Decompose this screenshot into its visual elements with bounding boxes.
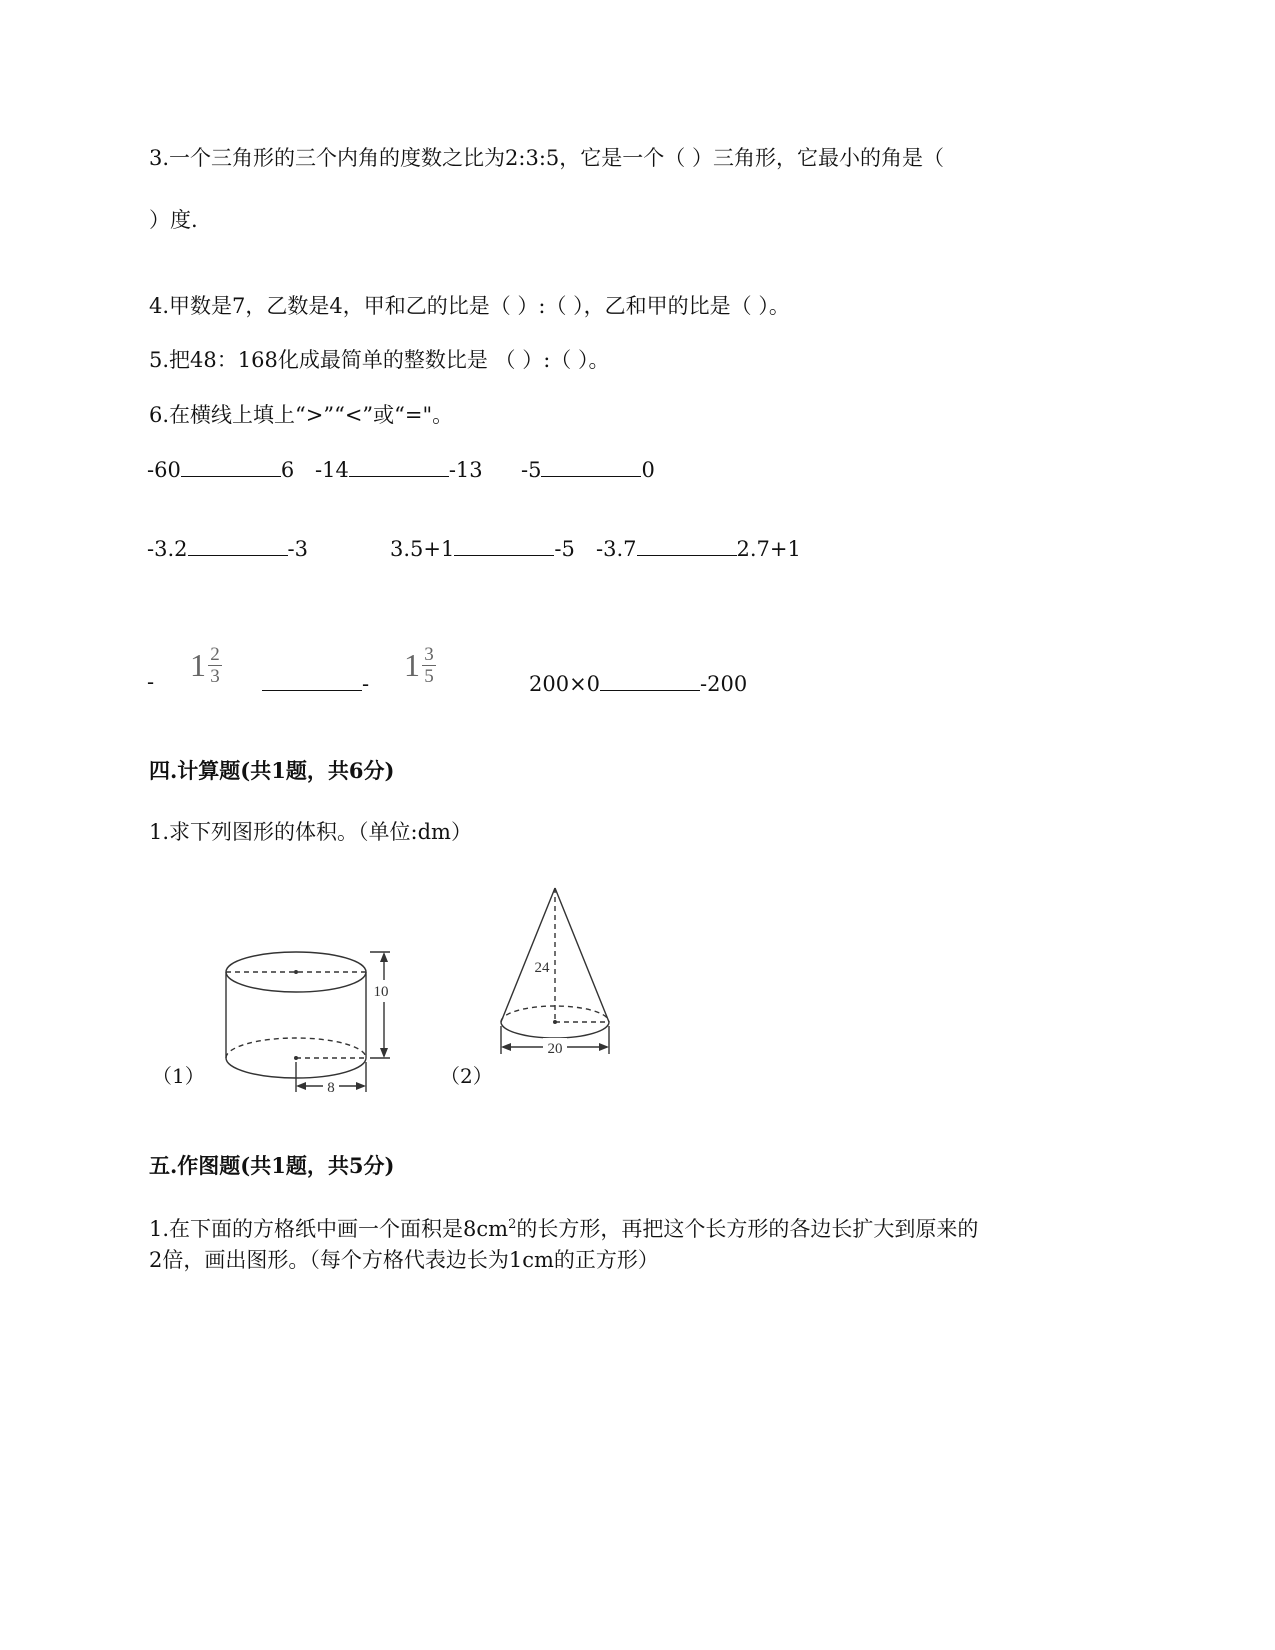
minus-sign: - xyxy=(147,670,155,694)
figure-label-2: （2） xyxy=(440,1064,493,1088)
answer-blank[interactable] xyxy=(454,537,554,556)
fraction-whole: 1 xyxy=(190,647,206,683)
answer-blank[interactable] xyxy=(188,537,288,556)
compare-left: 3.5+1 xyxy=(390,537,455,561)
q5-text: 5.把48：168化成最简单的整数比是 （ ）:（ ）。 xyxy=(149,348,610,372)
mixed-fraction xyxy=(190,645,222,686)
compare-right: -5 xyxy=(554,537,575,561)
question-text: 的长方形，再把这个长方形的各边长扩大到原来的 xyxy=(516,1217,979,1241)
compare-item xyxy=(390,537,575,560)
fraction-part xyxy=(422,645,436,686)
answer-blank[interactable] xyxy=(541,458,641,477)
fraction-denominator: 5 xyxy=(424,666,434,687)
compare-left: -3.7 xyxy=(596,537,637,561)
calc-question: 1.求下列图形的体积。（单位:dm） xyxy=(149,820,472,844)
superscript: 2 xyxy=(508,1217,517,1232)
answer-blank[interactable] xyxy=(600,672,700,691)
compare-left: -5 xyxy=(521,458,542,482)
q3-line2: ）度. xyxy=(149,208,198,232)
cone-diameter-label: 20 xyxy=(547,1041,563,1057)
compare-item xyxy=(315,458,483,481)
compare-left: -14 xyxy=(315,458,349,482)
compare-item xyxy=(529,672,747,695)
answer-blank[interactable] xyxy=(637,537,737,556)
minus-sign: - xyxy=(362,672,370,696)
drawing-question-line2: 2倍，画出图形。（每个方格代表边长为1cm的正方形） xyxy=(149,1248,659,1272)
mixed-fraction xyxy=(404,645,436,686)
fraction-numerator: 2 xyxy=(210,644,220,665)
compare-item xyxy=(521,458,655,481)
question-text: 1.在下面的方格纸中画一个面积是8cm xyxy=(149,1217,509,1241)
compare-right: 6 xyxy=(280,458,295,482)
compare-right: -200 xyxy=(700,672,748,696)
compare-right: 0 xyxy=(641,458,655,482)
fraction-numerator: 3 xyxy=(424,644,434,665)
cylinder-radius-label: 8 xyxy=(327,1080,335,1096)
q4-text: 4.甲数是7，乙数是4，甲和乙的比是（ ）:（ ），乙和甲的比是（ ）。 xyxy=(149,294,790,318)
cone-height-label: 24 xyxy=(534,960,550,976)
answer-blank[interactable] xyxy=(262,672,362,691)
answer-blank[interactable] xyxy=(349,458,449,477)
drawing-question-line1 xyxy=(149,1218,978,1240)
fraction-part xyxy=(208,645,222,686)
section-heading: 五.作图题(共1题，共5分) xyxy=(149,1153,395,1178)
cone-figure xyxy=(497,882,622,1102)
compare-left: -60 xyxy=(147,458,181,482)
compare-left: -3.2 xyxy=(147,537,188,561)
compare-item xyxy=(262,672,369,695)
compare-item xyxy=(596,537,801,560)
fraction-denominator: 3 xyxy=(210,666,220,687)
answer-blank[interactable] xyxy=(181,458,281,477)
compare-right: -13 xyxy=(448,458,483,482)
compare-item xyxy=(147,537,308,560)
fraction-whole: 1 xyxy=(404,647,420,683)
q3-line1: 3.一个三角形的三个内角的度数之比为2:3:5，它是一个（ ）三角形，它最小的角是（ xyxy=(149,146,944,170)
compare-left: 200×0 xyxy=(529,672,601,696)
compare-right: -3 xyxy=(287,537,308,561)
cylinder-figure xyxy=(210,950,400,1120)
compare-right: 2.7+1 xyxy=(736,537,801,561)
cylinder-height-label: 10 xyxy=(373,984,389,1000)
compare-item xyxy=(147,458,294,481)
q6-title: 6.在横线上填上“>”“<”或“="。 xyxy=(149,403,454,427)
figure-label-1: （1） xyxy=(152,1064,205,1088)
section-heading: 四.计算题(共1题，共6分) xyxy=(149,758,395,783)
